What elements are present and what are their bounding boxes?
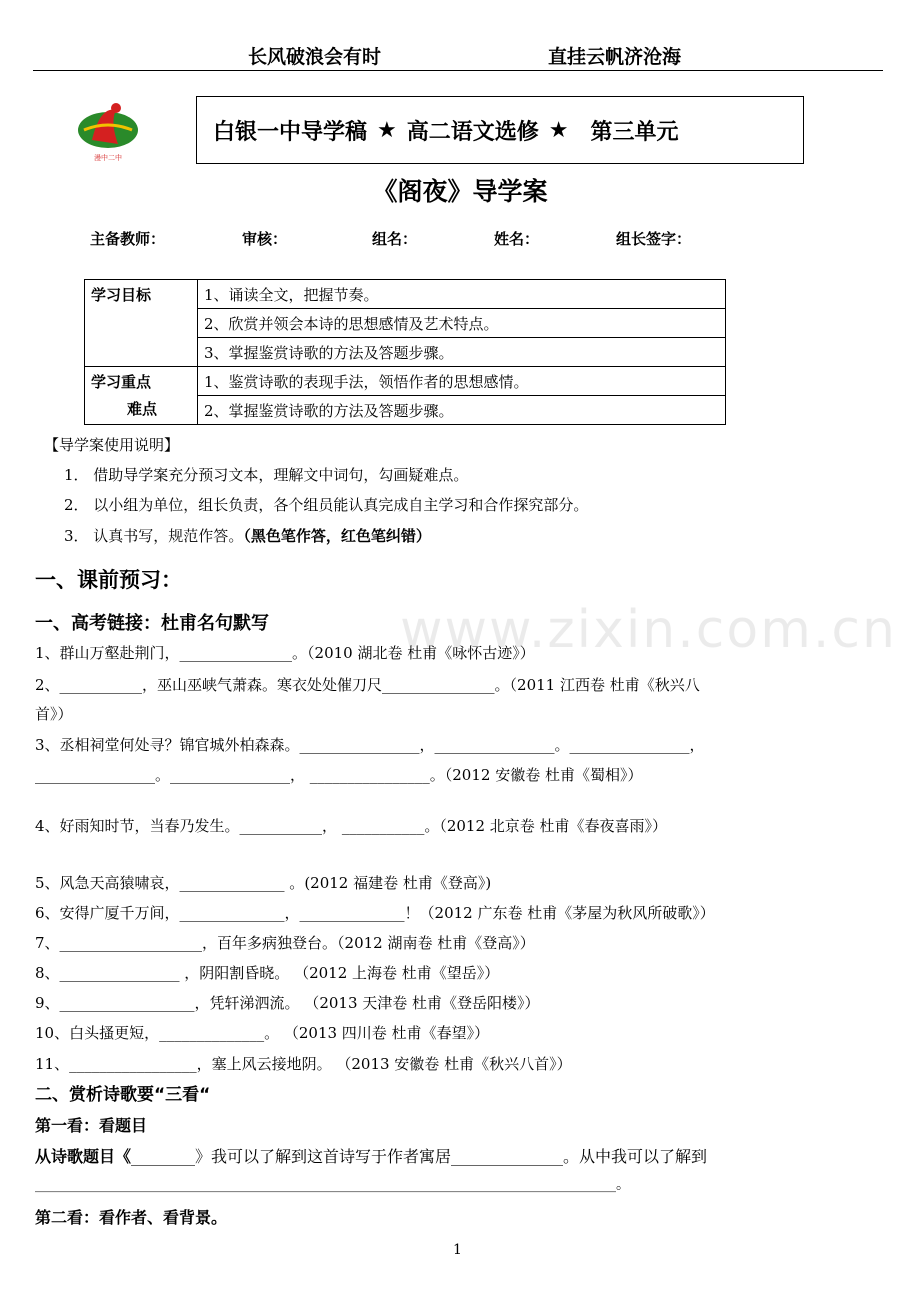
instruction-item: 3． 认真书写，规范作答。	[64, 527, 244, 545]
question-line: 1、群山万壑赴荆门，_______________。（2010 湖北卷 杜甫《咏怀古迹》）	[35, 644, 535, 662]
banner-unit: 第三单元	[590, 119, 679, 145]
page-number: 1	[453, 1242, 462, 1258]
question-line: 7、___________________，百年多病独登台。（2012 湖南卷 杜甫《登高》）	[35, 934, 535, 952]
sig-group: 组名：	[372, 230, 418, 248]
question-line: 4、好雨知时节，当春乃发生。___________， ___________。（2012 北京卷 杜甫《春夜喜雨》）	[35, 817, 668, 835]
section-heading: 一、课前预习：	[35, 568, 182, 592]
instruction-item: 1． 借助导学案充分预习文本，理解文中词句，勾画疑难点。	[64, 466, 469, 484]
sig-leader: 组长签字：	[616, 230, 692, 248]
subsection-heading: 一、高考链接：杜甫名句默写	[35, 613, 269, 634]
instruction-item-3	[64, 525, 431, 546]
sig-review: 审核：	[242, 230, 288, 248]
header-rule	[33, 70, 883, 71]
look1-question-rest: ________》我可以了解到这首诗写于作者寓居______________。从中我可以了解到	[131, 1147, 708, 1166]
look-heading: 第一看：看题目	[35, 1116, 148, 1135]
look1-answer-line: ___________________________________________________________________________________。	[35, 1177, 630, 1193]
question-line: 9、__________________，凭轩涕泗流。 （2013 天津卷 杜甫《登岳阳楼》）	[35, 994, 540, 1012]
header-motto-right: 直挂云帆济沧海	[548, 46, 682, 68]
header-motto-left: 长风破浪会有时	[248, 46, 382, 68]
banner-star-icon: ★	[548, 117, 569, 143]
keypoint-item: 2、掌握鉴赏诗歌的方法及答题步骤。	[198, 396, 726, 425]
goal-item: 1、诵读全文，把握节奏。	[198, 280, 726, 309]
question-line: 3、丞相祠堂何处寻？锦官城外柏森森。________________，________________。________________，	[35, 736, 705, 754]
goals-table	[84, 279, 726, 425]
keypoints-label-line1: 学习重点	[91, 373, 152, 391]
logo-text: 漫中二中	[94, 154, 122, 162]
goal-item: 2、欣赏并领会本诗的思想感情及艺术特点。	[198, 309, 726, 338]
question-line: 10、白头搔更短，______________。 （2013 四川卷 杜甫《春望》）	[35, 1024, 490, 1042]
question-line: ________________。________________， ________________。（2012 安徽卷 杜甫《蜀相》）	[35, 766, 643, 784]
banner-course: 高二语文选修	[406, 119, 539, 145]
banner-star-icon: ★	[377, 117, 397, 143]
keypoints-label	[85, 367, 198, 425]
subsection-heading: 二、赏析诗歌要“三看“	[35, 1085, 211, 1105]
goal-item: 3、掌握鉴赏诗歌的方法及答题步骤。	[198, 338, 726, 367]
question-line: 首》）	[35, 705, 73, 723]
title-banner	[196, 96, 804, 164]
instruction-note: （黑色笔作答，红色笔纠错）	[243, 527, 431, 545]
page-title: 《阁夜》导学案	[372, 177, 548, 206]
question-line: 5、风急天高猿啸哀，______________ 。(2012 福建卷 杜甫《登高》)	[35, 874, 492, 892]
keypoint-item: 1、鉴赏诗歌的表现手法，领悟作者的思想感情。	[198, 367, 726, 396]
question-line: 11、_________________，塞上风云接地阴。 （2013 安徽卷 杜甫《秋兴八首》）	[35, 1055, 572, 1073]
keypoints-label-line2: 难点	[127, 400, 158, 418]
sig-teacher: 主备教师：	[90, 230, 166, 248]
school-logo	[70, 100, 146, 166]
goals-label: 学习目标	[85, 280, 198, 367]
question-line: 8、________________ ，阴阳割昏晓。 （2012 上海卷 杜甫《望岳》）	[35, 964, 500, 982]
look-heading: 第二看：看作者、看背景。	[35, 1208, 228, 1227]
sig-name: 姓名：	[494, 230, 540, 248]
banner-school: 白银一中导学稿	[213, 119, 368, 145]
question-line: 2、___________，巫山巫峡气萧森。寒衣处处催刀尺_______________。（2011 江西卷 杜甫《秋兴八	[35, 676, 700, 694]
question-line: 6、安得广厦千万间，______________，______________！（2012 广东卷 杜甫《茅屋为秋风所破歌》）	[35, 904, 715, 922]
look1-question-lead: 从诗歌题目《	[35, 1147, 132, 1166]
watermark: www.zixin.com.cn	[400, 600, 897, 660]
instructions-heading: 【导学案使用说明】	[44, 436, 180, 454]
look1-question	[35, 1144, 707, 1167]
instruction-item: 2． 以小组为单位，组长负责，各个组员能认真完成自主学习和合作探究部分。	[64, 496, 589, 514]
